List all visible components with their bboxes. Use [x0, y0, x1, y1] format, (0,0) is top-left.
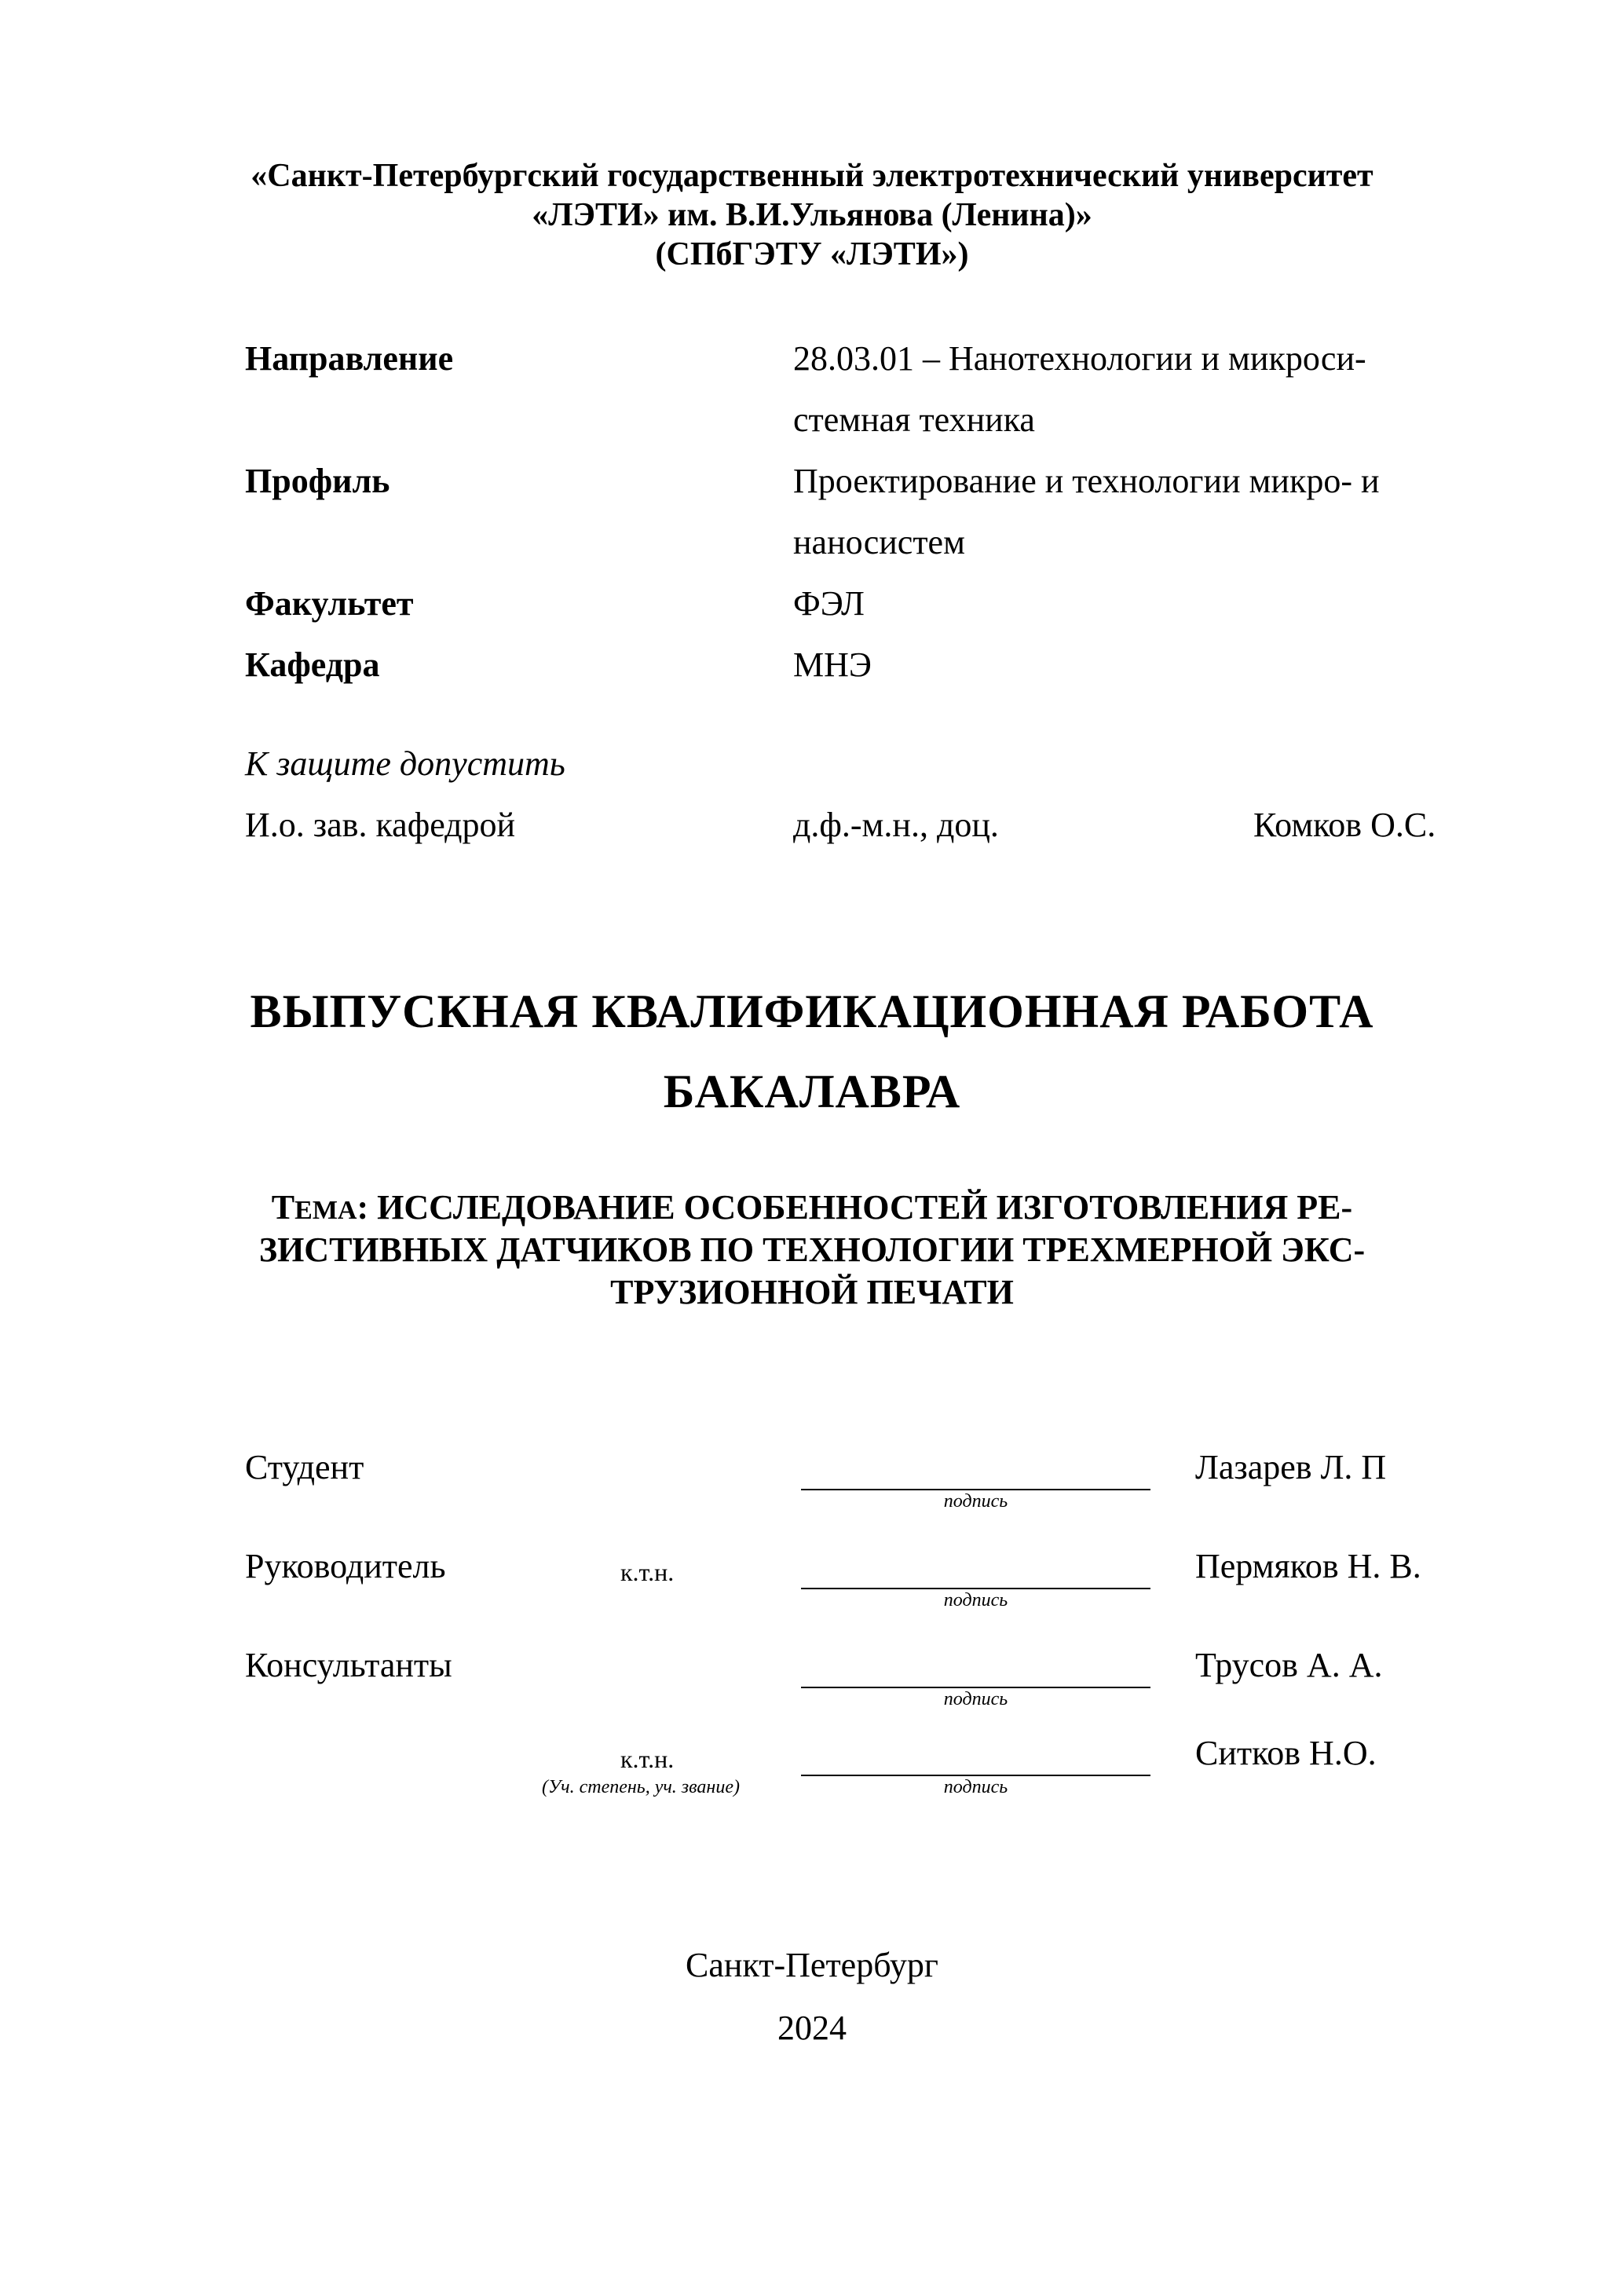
document-title-line1: ВЫПУСКНАЯ КВАЛИФИКАЦИОННАЯ РАБОТА — [250, 985, 1374, 1037]
direction-value-line2: стемная техника — [793, 400, 1035, 439]
department-value: МНЭ — [793, 645, 872, 684]
supervisor-degree: к.т.н. — [620, 1558, 675, 1586]
topic-prefix-colon: : — [357, 1188, 369, 1227]
direction-label: Направление — [245, 339, 454, 378]
degree-caption: (Уч. степень, уч. звание) — [542, 1777, 740, 1797]
university-abbreviation: (СПбГЭТУ «ЛЭТИ») — [655, 236, 969, 272]
topic-prefix-rest: ЕМА — [294, 1196, 357, 1225]
university-name-line2: «ЛЭТИ» им. В.И.Ульянова (Ленина)» — [532, 197, 1092, 233]
student-label: Студент — [245, 1448, 364, 1486]
year: 2024 — [777, 2009, 847, 2047]
university-name-line1: «Санкт-Петербургский государственный электротехнический университет — [251, 158, 1373, 194]
consultant1-signature-caption: подпись — [943, 1689, 1008, 1709]
consultant2-name: Ситков Н.О. — [1195, 1734, 1377, 1772]
supervisor-label: Руководитель — [245, 1547, 446, 1585]
student-signature-caption: подпись — [943, 1491, 1008, 1512]
topic-line1-text: ИССЛЕДОВАНИЕ ОСОБЕННОСТЕЙ ИЗГОТОВЛЕНИЯ РЕ- — [368, 1188, 1353, 1227]
faculty-value: ФЭЛ — [793, 584, 865, 623]
admission-role: И.о. зав. кафедрой — [245, 806, 516, 844]
admission-degree: д.ф.-м.н., доц. — [793, 806, 999, 844]
consultant2-degree: к.т.н. — [620, 1745, 675, 1773]
department-label: Кафедра — [245, 645, 380, 684]
topic-prefix-first: Т — [271, 1188, 295, 1227]
supervisor-signature-caption: подпись — [943, 1590, 1008, 1610]
student-name: Лазарев Л. П — [1195, 1448, 1387, 1486]
consultants-label: Консультанты — [245, 1646, 452, 1684]
topic-line3: ТРУЗИОННОЙ ПЕЧАТИ — [610, 1273, 1014, 1311]
admission-name: Комков О.С. — [1253, 806, 1436, 844]
supervisor-name: Пермяков Н. В. — [1195, 1547, 1421, 1585]
admission-heading: К защите допустить — [245, 744, 565, 783]
consultant2-signature-caption: подпись — [943, 1777, 1008, 1797]
document-title-line2: БАКАЛАВРА — [663, 1066, 961, 1117]
profile-value-line1: Проектирование и технологии микро- и — [793, 462, 1380, 500]
consultant1-name: Трусов А. А. — [1195, 1646, 1383, 1684]
profile-label: Профиль — [245, 462, 390, 500]
direction-value-line1: 28.03.01 – Нанотехнологии и микроси- — [793, 339, 1366, 378]
profile-value-line2: наносистем — [793, 523, 965, 561]
faculty-label: Факультет — [245, 584, 414, 623]
city: Санкт-Петербург — [686, 1946, 938, 1984]
topic-line1 — [0, 1187, 1624, 1231]
topic-line2: ЗИСТИВНЫХ ДАТЧИКОВ ПО ТЕХНОЛОГИИ ТРЕХМЕРНОЙ ЭКС- — [258, 1230, 1366, 1269]
